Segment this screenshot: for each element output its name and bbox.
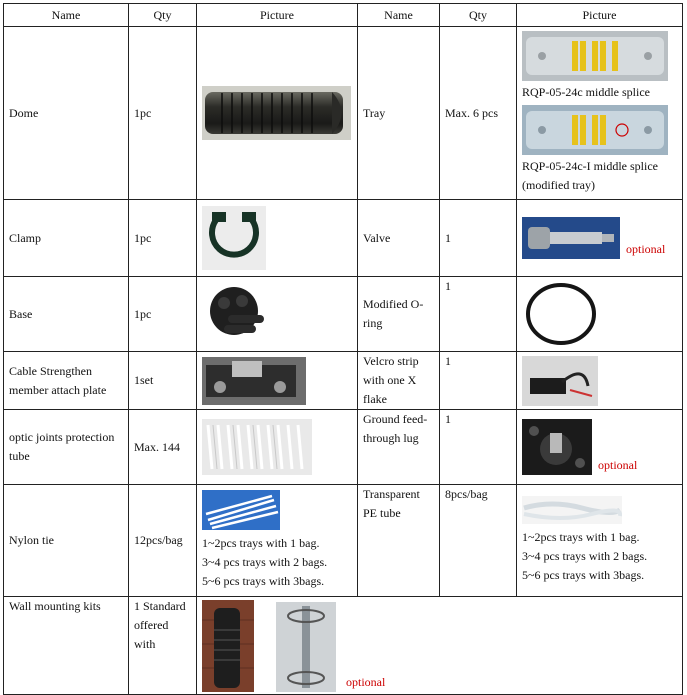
- item-qty: 12pcs/bag: [129, 485, 197, 597]
- list-item: 1~2pcs trays with 1 bag.: [522, 530, 640, 544]
- item-picture: [197, 352, 358, 410]
- ground-lug-optional-note: optional: [598, 458, 638, 472]
- parts-table: [3, 3, 683, 695]
- item-picture: [197, 200, 358, 277]
- nylon-tie-photo: [202, 490, 280, 530]
- table-row: [4, 410, 683, 485]
- item-qty: Max. 6 pcs: [440, 27, 517, 200]
- clamp-photo: [202, 206, 266, 270]
- tray-caption-2: RQP-05-24c-I middle splice (modified tray): [522, 159, 658, 192]
- item-qty: 1pc: [129, 200, 197, 277]
- item-picture: [197, 485, 358, 597]
- wall-mount-photo-1: [202, 600, 254, 692]
- item-name: Tray: [358, 27, 440, 200]
- header-picture-left: Picture: [197, 4, 358, 27]
- item-picture: [197, 410, 358, 485]
- item-picture: [197, 597, 683, 695]
- header-name-left: Name: [4, 4, 129, 27]
- item-qty: 1 Standard offered with: [129, 597, 197, 695]
- item-qty: Max. 144: [129, 410, 197, 485]
- item-name: Clamp: [4, 200, 129, 277]
- tray-photo-2: [522, 105, 668, 155]
- item-qty: 1pc: [129, 27, 197, 200]
- header-qty-right: Qty: [440, 4, 517, 27]
- item-qty: 1: [440, 277, 517, 352]
- item-qty: 1: [440, 410, 517, 485]
- item-name: Transparent PE tube: [358, 485, 440, 597]
- list-item: 3~4 pcs trays with 2 bags.: [202, 555, 328, 569]
- strength-plate-photo: [202, 357, 306, 405]
- item-name: Wall mounting kits: [4, 597, 129, 695]
- item-qty: 8pcs/bag: [440, 485, 517, 597]
- item-picture: [517, 277, 683, 352]
- list-item: 5~6 pcs trays with 3bags.: [522, 568, 645, 582]
- item-picture: [517, 27, 683, 200]
- item-name: Nylon tie: [4, 485, 129, 597]
- pe-tube-photo: [522, 496, 622, 524]
- table-row: [4, 200, 683, 277]
- header-name-right: Name: [358, 4, 440, 27]
- tray-caption-1: RQP-05-24c middle splice: [522, 85, 650, 99]
- item-picture: [517, 410, 683, 485]
- header-picture-right: Picture: [517, 4, 683, 27]
- wall-mount-optional-note: optional: [346, 674, 386, 689]
- item-name: Base: [4, 277, 129, 352]
- item-qty: 1set: [129, 352, 197, 410]
- item-name: Modified O-ring: [358, 277, 440, 352]
- item-qty: 1: [440, 352, 517, 410]
- item-name: Cable Strengthen member attach plate: [4, 352, 129, 410]
- table-row: [4, 352, 683, 410]
- item-qty: 1pc: [129, 277, 197, 352]
- item-name: Dome: [4, 27, 129, 200]
- tray-photo-1: [522, 31, 668, 81]
- item-name: optic joints protection tube: [4, 410, 129, 485]
- nylon-tie-list: [202, 534, 352, 591]
- table-row: [4, 277, 683, 352]
- header-qty-left: Qty: [129, 4, 197, 27]
- list-item: 5~6 pcs trays with 3bags.: [202, 574, 325, 588]
- dome-photo: [202, 86, 351, 140]
- table-row: [4, 597, 683, 695]
- item-picture: [517, 200, 683, 277]
- table-row: [4, 485, 683, 597]
- item-name: Ground feed-through lug: [358, 410, 440, 485]
- item-picture: [197, 27, 358, 200]
- protection-tube-photo: [202, 419, 312, 475]
- velcro-strip-photo: [522, 356, 598, 406]
- list-item: 3~4 pcs trays with 2 bags.: [522, 549, 648, 563]
- ground-lug-photo: [522, 419, 592, 475]
- item-name: Valve: [358, 200, 440, 277]
- header-row: [4, 4, 683, 27]
- base-photo: [202, 281, 272, 347]
- list-item: 1~2pcs trays with 1 bag.: [202, 536, 320, 550]
- item-qty: 1: [440, 200, 517, 277]
- o-ring-photo: [522, 281, 600, 347]
- item-picture: [197, 277, 358, 352]
- item-name: Velcro strip with one X flake: [358, 352, 440, 410]
- valve-photo: [522, 217, 620, 259]
- item-picture: [517, 352, 683, 410]
- table-row: [4, 27, 683, 200]
- valve-optional-note: optional: [626, 242, 666, 256]
- pe-tube-list: [522, 528, 677, 585]
- item-picture: [517, 485, 683, 597]
- wall-mount-photo-2: [276, 602, 336, 692]
